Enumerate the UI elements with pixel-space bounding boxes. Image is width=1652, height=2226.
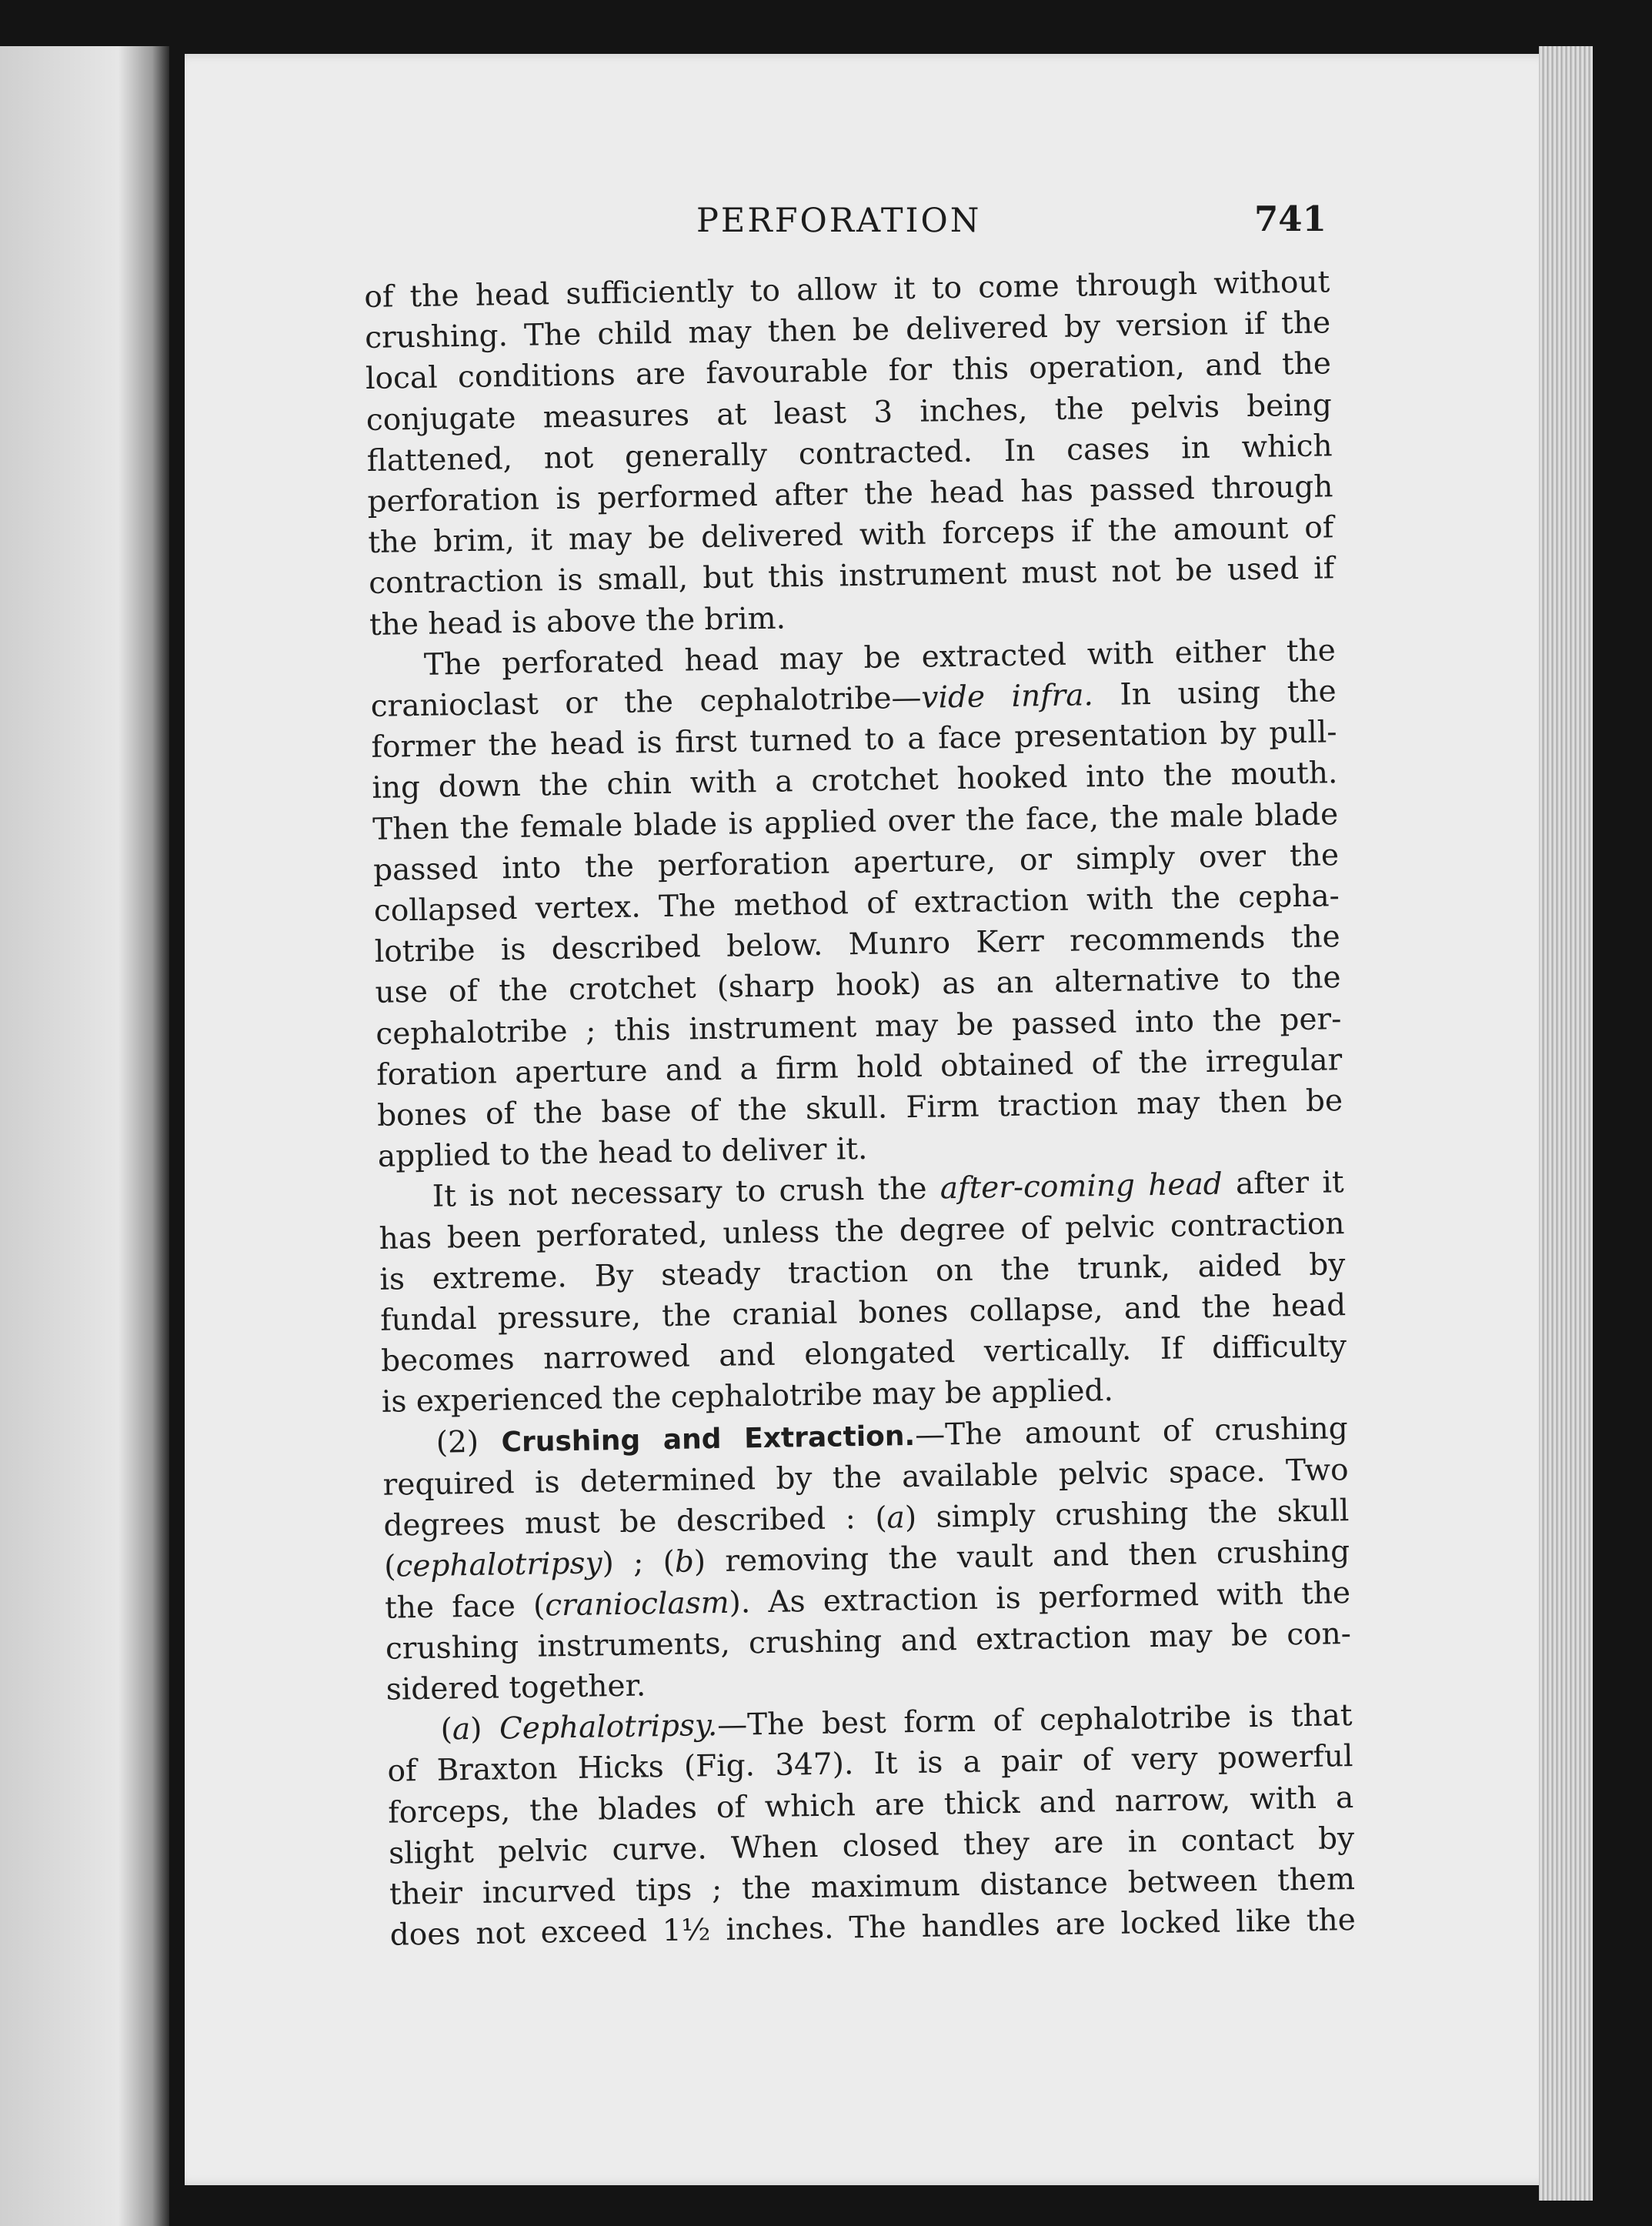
page-number: 741	[1254, 199, 1327, 239]
italic-text: a	[452, 1712, 471, 1747]
text-segment: foration aperture and a firm hold obtained of the irregular	[375, 1043, 1343, 1093]
text-segment: of the head sufficiently to allow it to come through without	[364, 265, 1330, 315]
body-text	[364, 262, 1356, 1956]
text-segment: In using the	[1093, 674, 1337, 713]
text-segment: Then the female blade is applied over the face, the male blade	[372, 796, 1339, 847]
running-head: PERFORATION	[696, 202, 982, 240]
page-stack-edge	[1539, 46, 1593, 2201]
text-segment: collapsed vertex. The method of extraction with the cepha-	[373, 879, 1340, 929]
text-segment: of Braxton Hicks (Fig. 347). It is a pair of very powerful	[387, 1739, 1353, 1790]
text-segment: former the head is first turned to a face presentation by pull-	[371, 715, 1337, 766]
italic-text: vide infra.	[921, 678, 1094, 716]
text-segment: conjugate measures at least 3 inches, the pelvis being	[365, 387, 1333, 438]
text-segment: —The amount of crushing	[914, 1410, 1349, 1453]
text-segment: The perforated head may be extracted with either the	[423, 633, 1337, 682]
text-segment: does not exceed 1½ inches. The handles are locked like the	[389, 1903, 1357, 1953]
section-heading: Crushing and Extraction.	[501, 1420, 916, 1459]
text-segment: ) ; (	[602, 1545, 676, 1581]
text-segment: has been perforated, unless the degree of pelvic contraction	[379, 1206, 1345, 1257]
italic-text: Cephalotripsy.	[499, 1708, 718, 1747]
text-segment: ). As extraction is performed with the	[729, 1575, 1351, 1620]
text-segment: crushing. The child may then be delivered by version if the	[364, 305, 1331, 356]
text-segment: degrees must be described : (	[383, 1500, 887, 1544]
text-segment: lotribe is described below. Munro Kerr recommends the	[374, 919, 1340, 970]
text-segment: use of the crotchet (sharp hook) as an alternative to the	[375, 960, 1341, 1011]
text-segment: passed into the perforation aperture, or simply over the	[372, 838, 1340, 888]
adjacent-page-edge	[0, 46, 169, 2226]
italic-text: cephalotripsy	[395, 1546, 602, 1584]
text-segment: crushing instruments, crushing and extraction may be con-	[385, 1616, 1352, 1667]
text-segment: —The best form of cephalotribe is that	[716, 1698, 1353, 1744]
text-segment: after it	[1222, 1165, 1344, 1203]
text-segment: )	[469, 1711, 500, 1747]
text-segment: (	[383, 1549, 396, 1585]
text-segment: becomes narrowed and elongated vertically. If difficulty	[380, 1329, 1347, 1380]
text-segment: local conditions are favourable for this operation, and the	[365, 346, 1332, 397]
text-segment: (	[440, 1712, 453, 1747]
text-segment: (2)	[436, 1424, 502, 1460]
italic-text: after-coming head	[939, 1167, 1223, 1206]
text-segment: cranioclast or the cephalotribe—	[370, 680, 922, 724]
text-segment: is experienced the cephalotribe may be applied.	[381, 1373, 1114, 1420]
text-segment: required is determined by the available pelvic space. Two	[382, 1452, 1349, 1503]
text-segment: sidered together.	[385, 1668, 646, 1707]
text-segment: bones of the base of the skull. Firm traction may then be	[376, 1083, 1343, 1133]
text-segment: slight pelvic curve. When closed they are in contact by	[388, 1821, 1355, 1871]
text-segment: It is not necessary to crush the	[432, 1171, 941, 1215]
text-segment: contraction is small, but this instrument must not be used if	[368, 551, 1335, 602]
italic-text: a	[886, 1500, 906, 1536]
text-segment: applied to the head to deliver it.	[377, 1132, 868, 1175]
text-segment: ing down the chin with a crotchet hooked into the mouth.	[372, 756, 1338, 806]
page-header	[185, 199, 1327, 248]
italic-text: cranioclasm	[544, 1585, 729, 1624]
text-segment: their incurved tips ; the maximum distance between them	[389, 1861, 1356, 1912]
text-segment: perforation is performed after the head has passed through	[367, 469, 1333, 519]
text-segment: is extreme. By steady traction on the trunk, aided by	[379, 1247, 1346, 1297]
text-segment: forceps, the blades of which are thick and narrow, with a	[387, 1780, 1354, 1831]
text-segment: the head is above the brim.	[369, 601, 786, 642]
text-segment: fundal pressure, the cranial bones collapse, and the head	[379, 1288, 1347, 1338]
text-segment: ) removing the vault and then crushing	[693, 1534, 1350, 1580]
text-segment: the face (	[384, 1588, 546, 1626]
text-segment: the brim, it may be delivered with forceps if the amount of	[368, 510, 1334, 561]
text-segment: cephalotribe ; this instrument may be passed into the per-	[375, 1001, 1342, 1052]
text-segment: flattened, not generally contracted. In cases in which	[366, 429, 1333, 479]
italic-text: b	[674, 1544, 695, 1580]
text-segment: ) simply crushing the skull	[904, 1493, 1350, 1536]
